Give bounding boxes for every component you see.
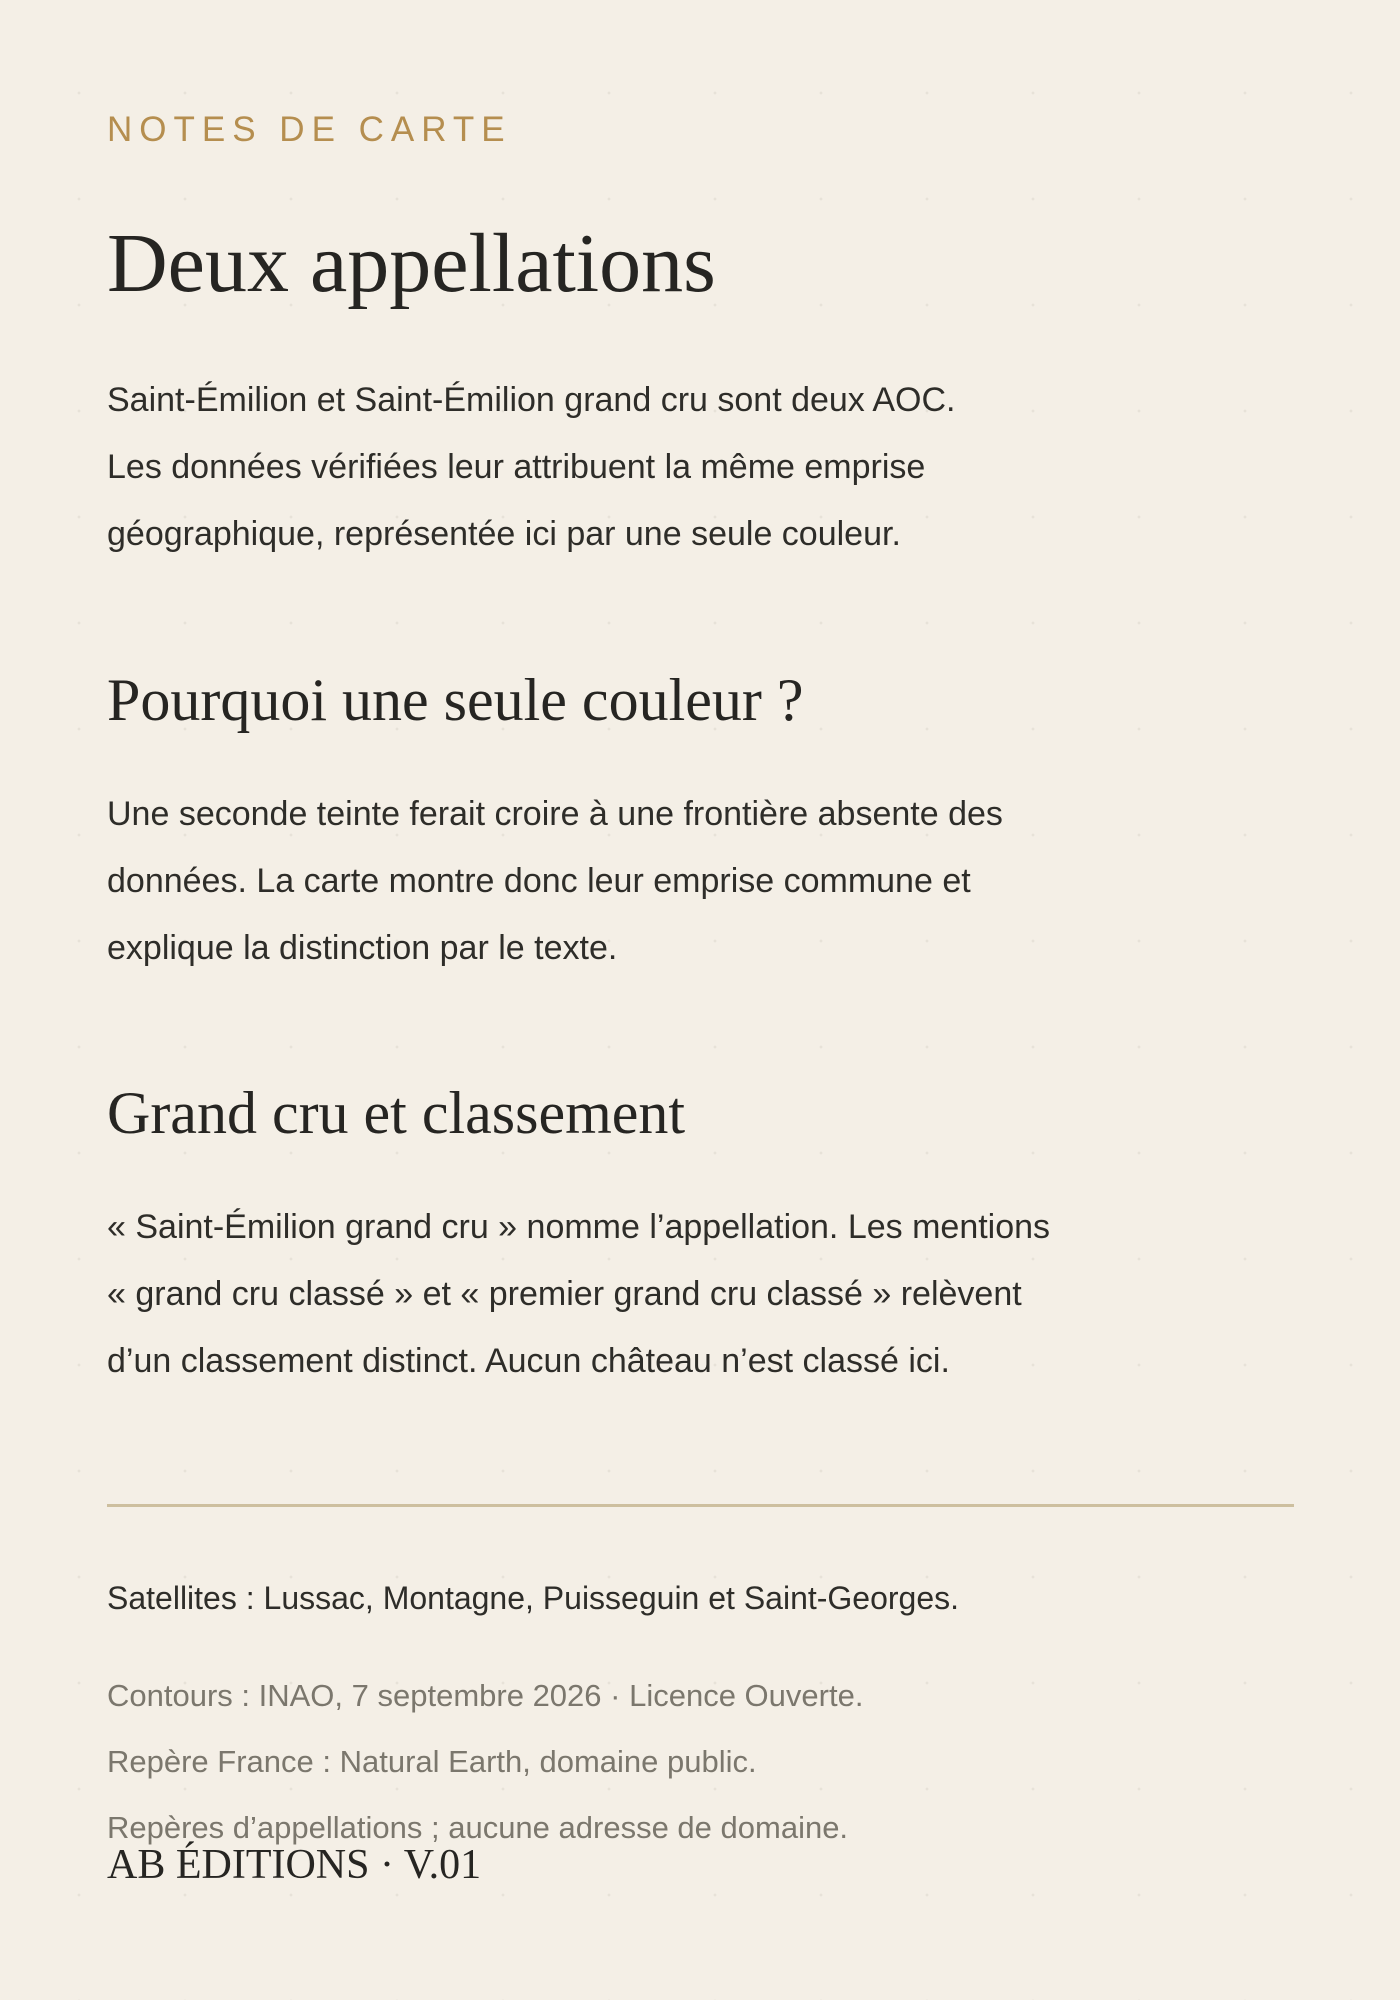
section-grand-cru-line: d’un classement distinct. Aucun château n’est classé ici. — [107, 1342, 950, 1380]
page-title: Deux appellations — [107, 217, 716, 310]
footer-divider — [107, 1504, 1294, 1507]
source-line: Repères d’appellations ; aucune adresse de domaine. — [107, 1810, 849, 1845]
source-line: Repère France : Natural Earth, domaine public. — [107, 1744, 757, 1779]
eyebrow-label: NOTES DE CARTE — [107, 110, 512, 149]
intro-line: géographique, représentée ici par une seule couleur. — [107, 515, 901, 553]
section-heading-color: Pourquoi une seule couleur ? — [107, 667, 804, 733]
section-color-line: Une seconde teinte ferait croire à une frontière absente des — [107, 795, 1003, 833]
section-color-line: données. La carte montre donc leur emprise commune et — [107, 862, 971, 900]
section-heading-grand-cru: Grand cru et classement — [107, 1080, 686, 1146]
intro-line: Les données vérifiées leur attribuent la même emprise — [107, 448, 926, 486]
intro-line: Saint-Émilion et Saint-Émilion grand cru sont deux AOC. — [107, 381, 956, 419]
section-grand-cru-line: « grand cru classé » et « premier grand cru classé » relèvent — [107, 1275, 1022, 1313]
satellites-note: Satellites : Lussac, Montagne, Puisseguin et Saint-Georges. — [107, 1580, 960, 1616]
intro-paragraph — [107, 367, 1257, 568]
section-grand-cru-paragraph — [107, 1194, 1257, 1395]
brand-mark: AB ÉDITIONS · V.01 — [107, 1842, 482, 1888]
section-color-paragraph — [107, 781, 1257, 982]
section-grand-cru-line: « Saint-Émilion grand cru » nomme l’appellation. Les mentions — [107, 1208, 1051, 1246]
section-color-line: explique la distinction par le texte. — [107, 929, 618, 967]
source-line: Contours : INAO, 7 septembre 2026 · Licence Ouverte. — [107, 1678, 864, 1713]
